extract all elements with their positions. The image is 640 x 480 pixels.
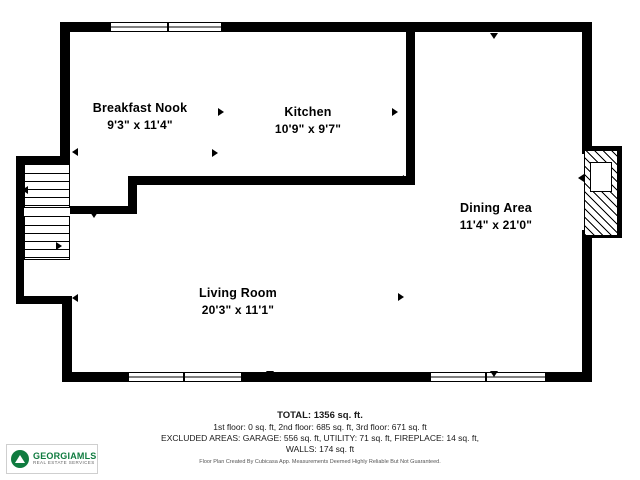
logo-name: GEORGIAMLS: [33, 450, 97, 461]
room-name: Living Room: [199, 286, 277, 300]
room-name: Dining Area: [460, 201, 532, 215]
arrow-living-right: [398, 293, 404, 301]
walls-sqft: WALLS: 174 sq. ft: [285, 444, 355, 454]
room-label-kitchen: [228, 104, 388, 137]
window-top-left: [110, 22, 168, 32]
room-name: Kitchen: [284, 105, 332, 119]
arrow-nook-bottom: [90, 212, 98, 218]
wall-interior-kitchen-living: [128, 176, 415, 185]
arrow-alcove: [22, 186, 28, 194]
room-dims: 11'4" x 21'0": [459, 217, 533, 232]
fireplace-firebox: [590, 162, 612, 192]
window-bottom-left: [128, 372, 184, 382]
room-dims: 9'3" x 11'4": [107, 117, 173, 132]
room-label-dining-area: [412, 200, 580, 233]
wall-interior-kitchen-dining: [406, 32, 415, 182]
arrow-nook-2: [212, 149, 218, 157]
logo-tagline: REAL ESTATE SERVICES: [33, 460, 95, 466]
wall-right-upper: [582, 22, 592, 146]
arrow-kitchen-1: [392, 108, 398, 116]
wall-left-lower: [62, 296, 72, 382]
room-dims: 10'9" x 9'7": [274, 121, 342, 136]
arrow-living-left: [72, 294, 78, 302]
window-top-left-2: [168, 22, 222, 32]
room-name: Breakfast Nook: [92, 101, 188, 115]
wall-interior-nook-left-stub: [70, 206, 137, 214]
arrow-living-bottom: [266, 371, 274, 377]
arrow-left-upper: [72, 148, 78, 156]
arrow-alcove-right: [56, 242, 62, 250]
floor-breakdown: 1st floor: 0 sq. ft, 2nd floor: 685 sq. ft, 3rd floor: 671 sq. ft: [213, 422, 427, 432]
stairs-upper: [24, 164, 70, 208]
window-bottom-right: [430, 372, 486, 382]
arrow-dining-right: [578, 174, 584, 182]
room-label-breakfast-nook: [60, 100, 220, 133]
wall-right-lower: [582, 230, 592, 382]
wall-left-upper: [60, 22, 70, 164]
room-dims: 20'3" x 11'1": [201, 302, 275, 317]
arrow-kitchen-2: [398, 175, 404, 183]
room-label-living-room: [158, 285, 318, 318]
wall-stair-alcove-left: [16, 156, 24, 304]
window-bottom-left-2: [184, 372, 242, 382]
wall-stair-alcove-top: [16, 156, 70, 164]
logo-text: [33, 452, 97, 467]
peak-icon: [11, 450, 29, 468]
total-sqft: TOTAL: 1356 sq. ft.: [277, 410, 363, 421]
excluded-areas: EXCLUDED AREAS: GARAGE: 556 sq. ft, UTILITY: 71 sq. ft, FIREPLACE: 14 sq. ft,: [161, 433, 479, 443]
georgia-mls-logo: [6, 444, 98, 474]
arrow-top-right: [490, 33, 498, 39]
arrow-dining-bottom: [490, 371, 498, 377]
stairs-lower: [24, 216, 70, 260]
disclaimer-text: Floor Plan Created By Cubicasa App. Measurements Deemed Highly Reliable But Not Guaranteed.: [199, 459, 441, 465]
